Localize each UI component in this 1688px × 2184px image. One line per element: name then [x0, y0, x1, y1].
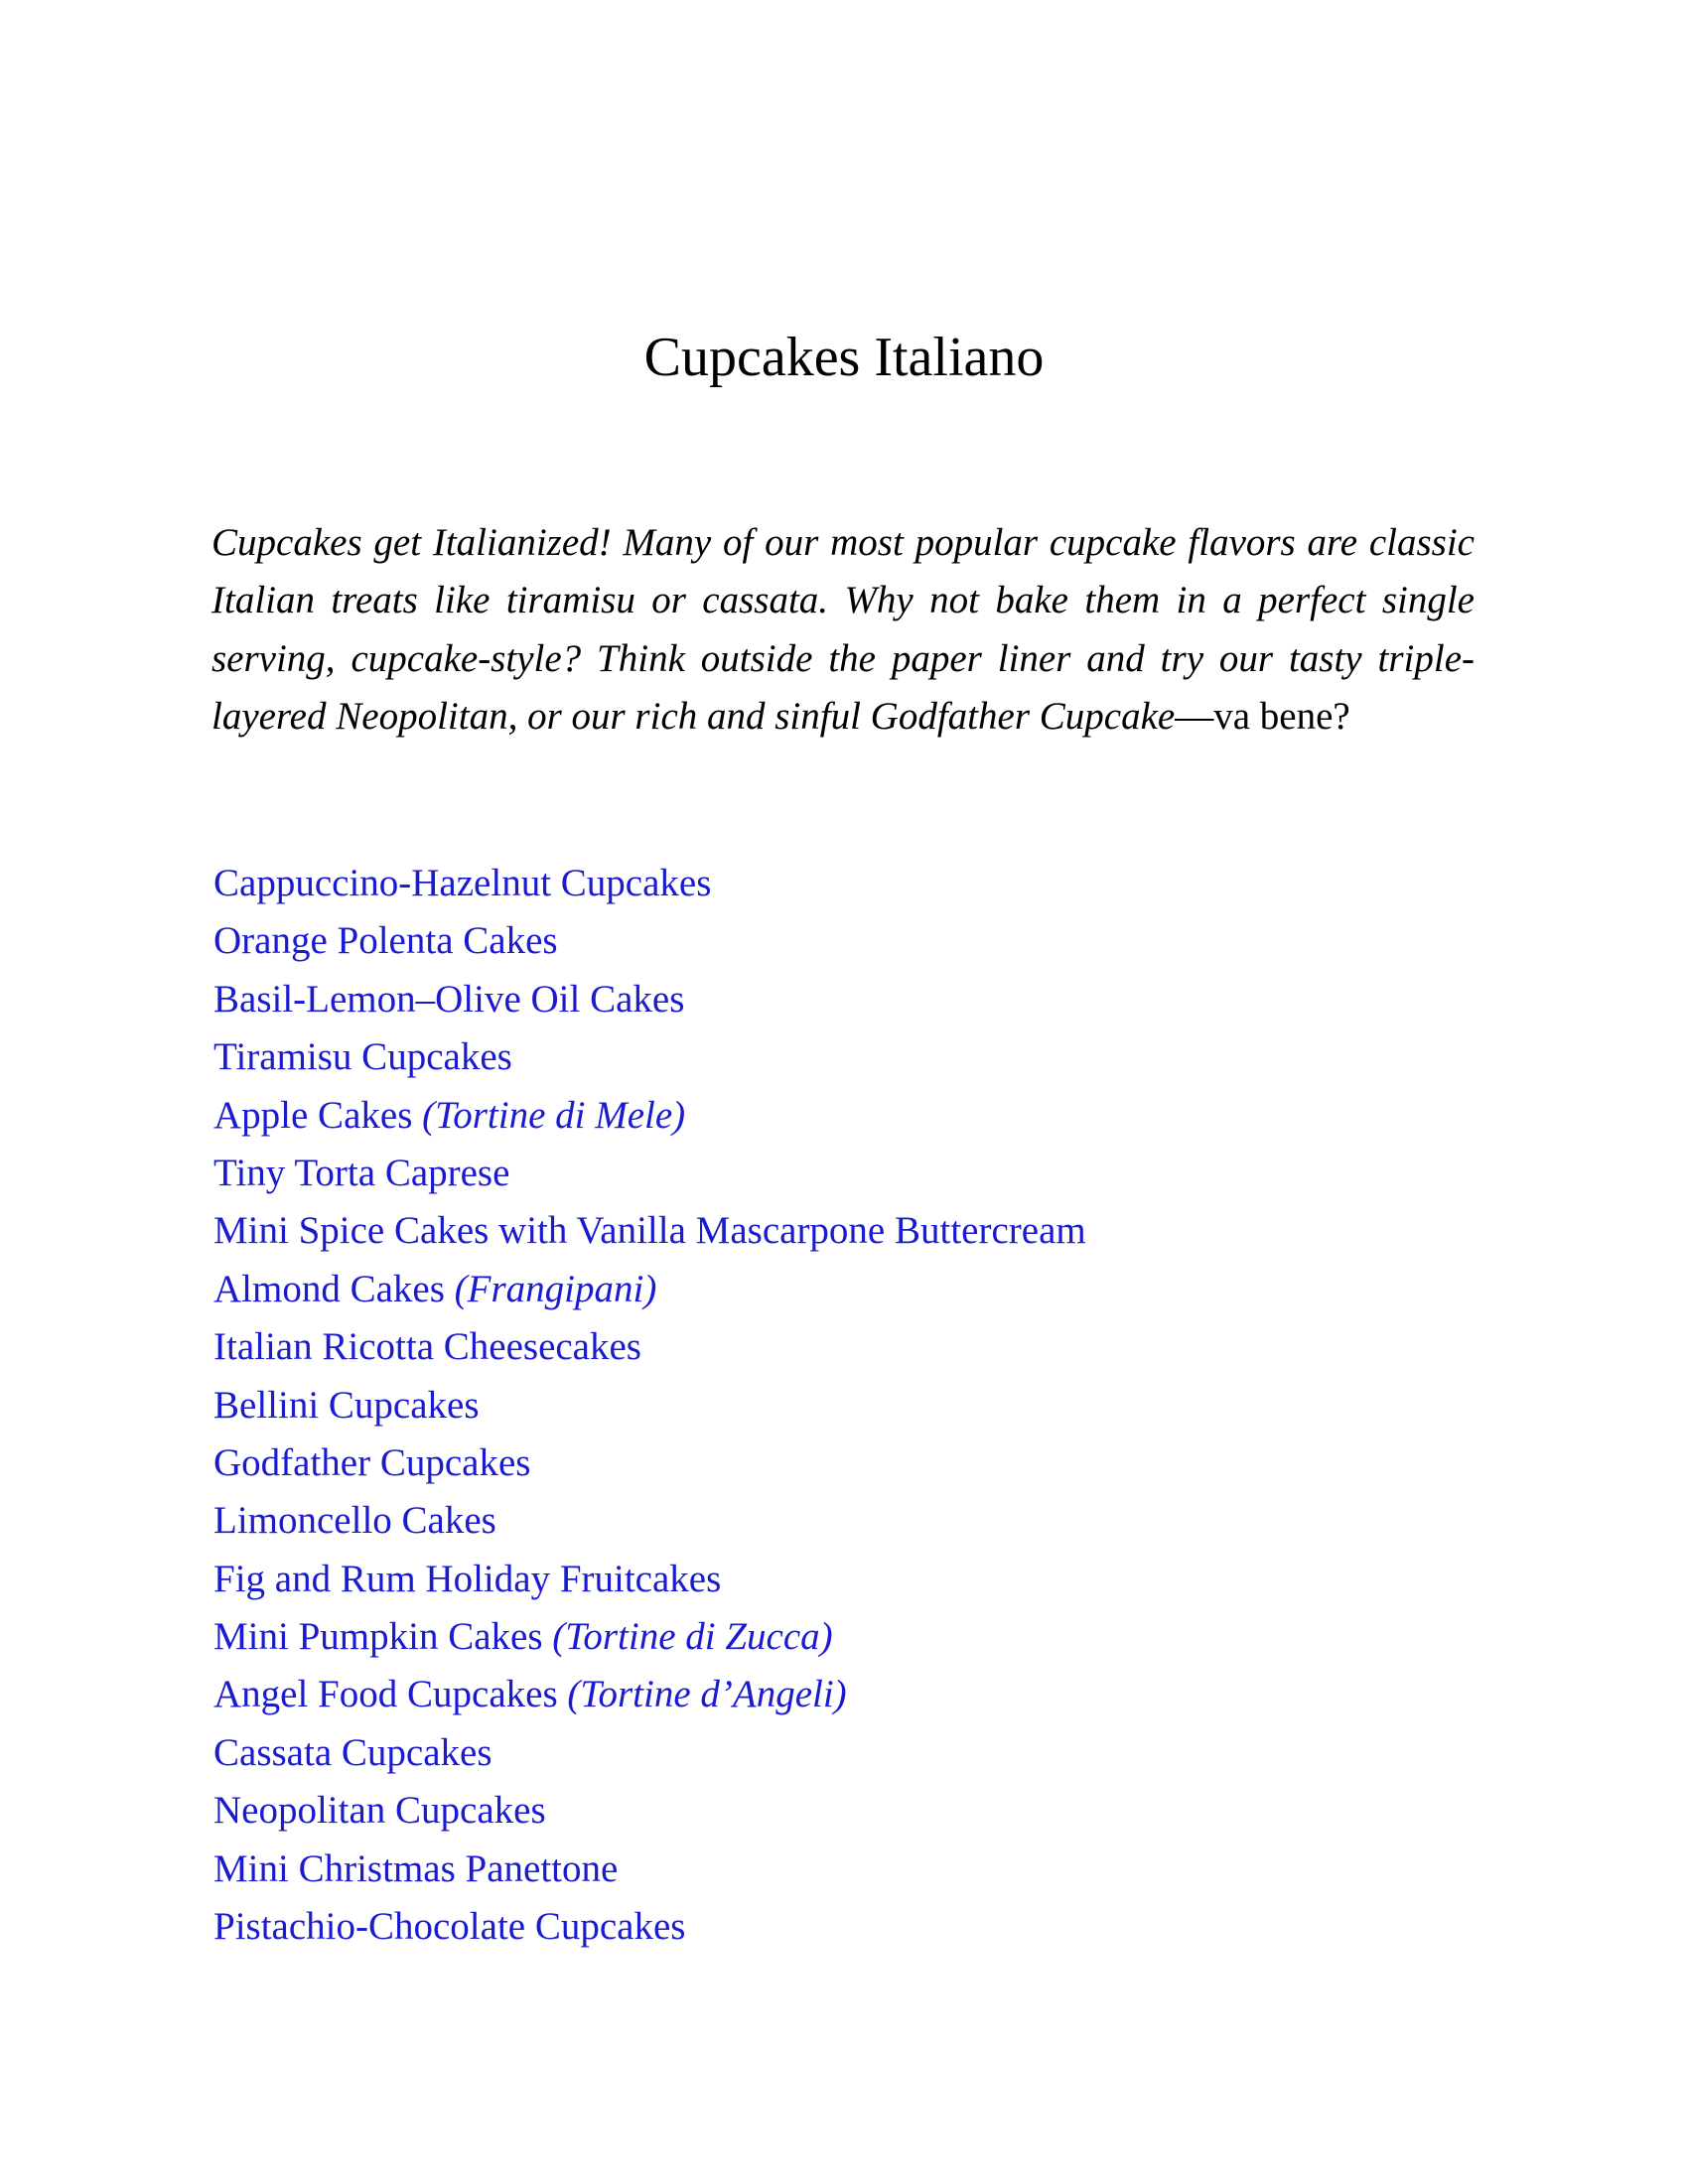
recipe-link-mini-spice-cakes[interactable] [213, 1209, 1086, 1252]
list-item [213, 1608, 1477, 1666]
recipe-name: Basil-Lemon–Olive Oil Cakes [213, 977, 685, 1021]
list-item [213, 1724, 1477, 1782]
intro-italic-text: Cupcakes get Italianized! Many of our most popular cupcake flavors are classic Italian treats like tiramisu or cassata. Why not bake them in a perfect single serving, cupcake-style? Think outside the paper liner and try our tasty triple-layered Neopolitan, or our rich and sinful Godfather Cupcake [211, 521, 1475, 739]
recipe-link-cappuccino-hazelnut-cupcakes[interactable] [213, 862, 711, 904]
recipe-link-fig-and-rum-holiday-fruitcakes[interactable] [213, 1558, 721, 1600]
recipe-name: Almond Cakes [213, 1267, 445, 1310]
list-item [213, 1551, 1477, 1608]
recipe-list [213, 855, 1477, 1956]
page-title: Cupcakes Italiano [643, 327, 1045, 388]
recipe-link-basil-lemon-olive-oil-cakes[interactable] [213, 978, 684, 1021]
recipe-name: Pistachio-Chocolate Cupcakes [213, 1905, 686, 1949]
list-item [213, 1202, 1477, 1260]
recipe-link-tiny-torta-caprese[interactable] [213, 1152, 509, 1194]
recipe-link-godfather-cupcakes[interactable] [213, 1441, 530, 1484]
list-item [213, 1782, 1477, 1840]
recipe-link-italian-ricotta-cheesecakes[interactable] [213, 1325, 641, 1368]
recipe-name: Mini Christmas Panettone [213, 1846, 619, 1890]
recipe-name: Cappuccino-Hazelnut Cupcakes [213, 862, 712, 904]
list-item [213, 1318, 1477, 1376]
recipe-link-mini-pumpkin-cakes[interactable] [213, 1615, 833, 1658]
recipe-link-angel-food-cupcakes[interactable] [213, 1673, 847, 1715]
list-item [213, 1377, 1477, 1434]
recipe-link-cassata-cupcakes[interactable] [213, 1731, 492, 1774]
list-item [213, 1841, 1477, 1898]
list-item [213, 855, 1477, 912]
recipe-link-limoncello-cakes[interactable] [213, 1499, 496, 1542]
recipe-name: Apple Cakes [213, 1093, 413, 1137]
recipe-link-neopolitan-cupcakes[interactable] [213, 1789, 546, 1832]
recipe-name: Neopolitan Cupcakes [213, 1789, 546, 1833]
list-item [213, 1087, 1477, 1145]
recipe-link-mini-christmas-panettone[interactable] [213, 1847, 618, 1890]
recipe-link-pistachio-chocolate-cupcakes[interactable] [213, 1905, 685, 1948]
recipe-name: Orange Polenta Cakes [213, 919, 558, 963]
list-item [213, 1261, 1477, 1318]
recipe-name: Angel Food Cupcakes [213, 1673, 558, 1716]
list-item [213, 1434, 1477, 1492]
recipe-link-tiramisu-cupcakes[interactable] [213, 1035, 512, 1078]
recipe-link-orange-polenta-cakes[interactable] [213, 919, 558, 962]
recipe-subtitle: (Frangipani) [454, 1267, 657, 1310]
recipe-name: Bellini Cupcakes [213, 1383, 480, 1427]
recipe-subtitle: (Tortine d’Angeli) [567, 1673, 847, 1716]
list-item [213, 1898, 1477, 1956]
recipe-link-apple-cakes[interactable] [213, 1094, 685, 1137]
recipe-name: Fig and Rum Holiday Fruitcakes [213, 1557, 722, 1600]
recipe-subtitle: (Tortine di Zucca) [552, 1615, 833, 1659]
intro-roman-text: —va bene? [1175, 695, 1350, 739]
recipe-name: Italian Ricotta Cheesecakes [213, 1325, 641, 1369]
list-item [213, 912, 1477, 970]
list-item [213, 1492, 1477, 1550]
list-item [213, 971, 1477, 1028]
recipe-link-almond-cakes[interactable] [213, 1268, 656, 1310]
list-item [213, 1028, 1477, 1086]
recipe-name: Mini Pumpkin Cakes [213, 1615, 543, 1659]
recipe-name: Tiny Torta Caprese [213, 1151, 510, 1194]
recipe-link-bellini-cupcakes[interactable] [213, 1384, 480, 1427]
list-item [213, 1666, 1477, 1723]
recipe-name: Tiramisu Cupcakes [213, 1035, 512, 1079]
intro-paragraph [211, 514, 1475, 747]
list-item [213, 1145, 1477, 1202]
recipe-name: Cassata Cupcakes [213, 1730, 492, 1774]
recipe-name: Limoncello Cakes [213, 1499, 496, 1543]
recipe-name: Mini Spice Cakes with Vanilla Mascarpone Buttercream [213, 1209, 1086, 1253]
recipe-subtitle: (Tortine di Mele) [422, 1093, 686, 1137]
recipe-name: Godfather Cupcakes [213, 1440, 531, 1484]
